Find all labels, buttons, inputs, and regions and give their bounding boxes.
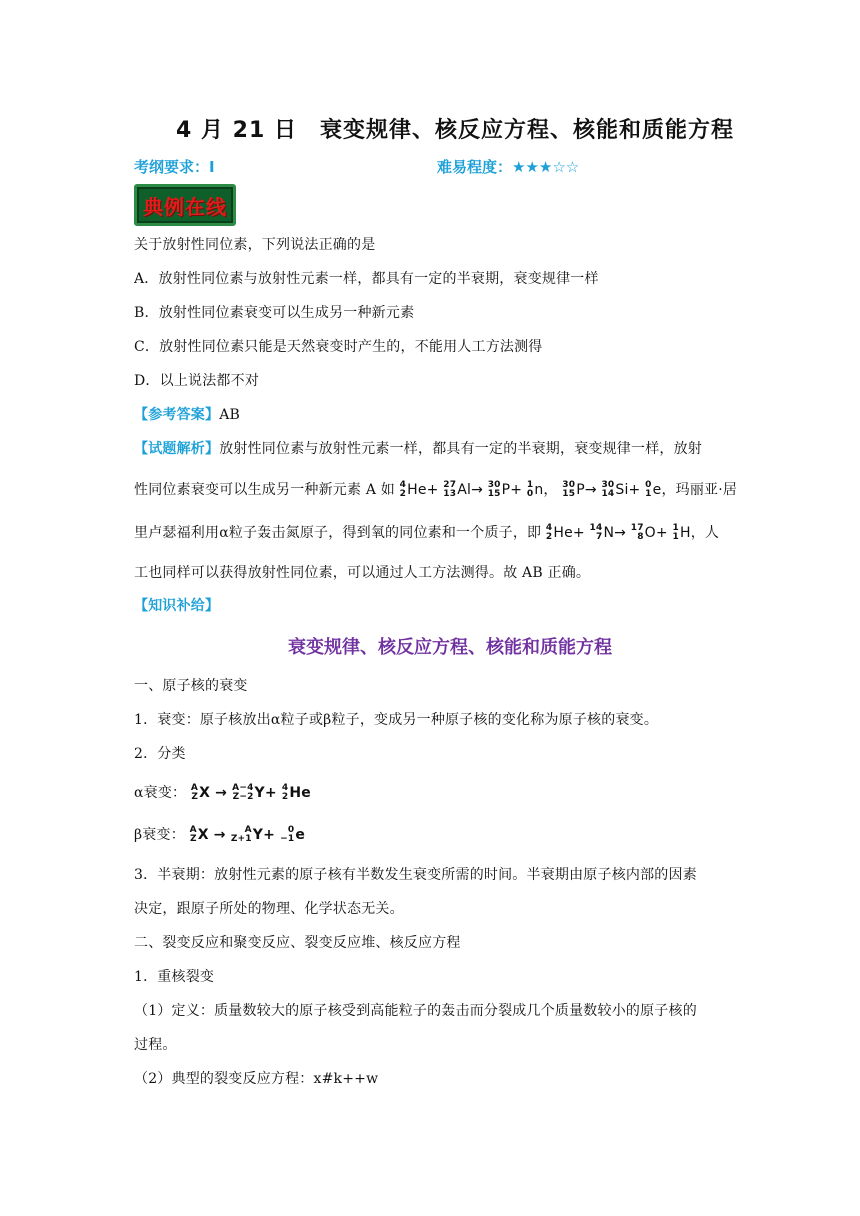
nuclide-symbol: Si+: [615, 482, 641, 498]
section-2-item-1-1a: （1）定义：质量数较大的原子核受到高能粒子的轰击而分裂成几个质量数较小的原子核的: [134, 1003, 697, 1019]
nuclide-symbol: He+: [407, 482, 439, 498]
analysis-line-3: [134, 524, 719, 542]
analysis-text-2b: ，玛丽亚·居: [661, 482, 738, 498]
example-online-badge: [134, 184, 236, 226]
atomic-number: 14: [601, 489, 615, 499]
option-a: A．放射性同位素与放射性元素一样，都具有一定的半衰期，衰变规律一样: [134, 271, 599, 287]
equation-rutherford: [546, 524, 691, 542]
mass-number: 14: [589, 523, 603, 533]
mass-number: A: [190, 783, 199, 793]
analysis-text-3a: 里卢瑟福利用α粒子轰击氮原子，得到氧的同位素和一个质子，即: [134, 525, 542, 541]
atomic-number: Z+1: [230, 834, 252, 844]
mass-number: 30: [487, 480, 501, 490]
mass-number: 27: [443, 480, 457, 490]
atomic-number: 8: [637, 532, 644, 542]
requirement-label: 考纲要求：Ⅰ: [134, 158, 215, 176]
mass-number: A−4: [232, 783, 254, 793]
atomic-number: 13: [443, 489, 457, 499]
analysis-line-1: [134, 440, 702, 458]
analysis-text-1: 放射性同位素与放射性元素一样，都具有一定的半衰期，衰变规律一样，放射: [219, 441, 703, 457]
section-2-heading: 二、裂变反应和聚变反应、裂变反应堆、核反应方程: [134, 935, 461, 951]
answer-line: [134, 406, 240, 424]
atomic-number: 1: [672, 532, 679, 542]
option-b: B．放射性同位素衰变可以生成另一种新元素: [134, 305, 415, 321]
atomic-number: Z: [191, 792, 199, 802]
nuclide-symbol: n，: [534, 482, 558, 498]
nuclide-symbol: O+: [644, 525, 668, 541]
mass-number: 4: [281, 783, 289, 793]
section-2-item-1-1b: 过程。: [134, 1037, 177, 1053]
nuclide-symbol: P+: [501, 482, 523, 498]
analysis-label: 【试题解析】: [134, 441, 220, 457]
mass-number: 0: [287, 825, 295, 835]
nuclide-symbol: X →: [197, 827, 226, 843]
analysis-text-2a: 性同位素衰变可以生成另一种新元素 A 如: [134, 482, 396, 498]
answer-label: 【参考答案】: [134, 407, 220, 423]
mass-number: 4: [545, 523, 553, 533]
nuclide-symbol: H: [679, 525, 691, 541]
analysis-line-2: [134, 481, 737, 499]
option-d: D．以上说法都不对: [134, 373, 260, 389]
equation-p-decay: [562, 481, 661, 499]
atomic-number: Z−2: [232, 792, 254, 802]
question-stem: 关于放射性同位素，下列说法正确的是: [134, 237, 376, 253]
atomic-number: 1: [645, 489, 652, 499]
mass-number: 4: [399, 480, 407, 490]
alpha-decay-label: α衰变：: [134, 785, 187, 801]
option-c: C．放射性同位素只能是天然衰变时产生的，不能用人工方法测得: [134, 339, 543, 355]
beta-decay-label: β衰变：: [134, 827, 185, 843]
nuclide-symbol: P→: [576, 482, 597, 498]
nuclide-symbol: X →: [199, 785, 228, 801]
beta-decay-line: [134, 826, 305, 844]
nuclide-symbol: Al→: [457, 482, 484, 498]
section-1-item-2: 2．分类: [134, 746, 186, 762]
nuclide-symbol: He+: [553, 525, 585, 541]
section-1-item-3a: 3．半衰期：放射性元素的原子核有半数发生衰变所需的时间。半衰期由原子核内部的因素: [134, 867, 697, 883]
atomic-number: 2: [399, 489, 407, 499]
atomic-number: 2: [545, 532, 553, 542]
section-2-item-1: 1．重核裂变: [134, 969, 215, 985]
difficulty-label: 难易程度：★★★☆☆: [437, 158, 580, 176]
alpha-decay-equation: [191, 784, 311, 802]
section-1-item-3b: 决定，跟原子所处的物理、化学状态无关。: [134, 901, 404, 917]
equation-alpha-al: [400, 481, 558, 499]
answer-value: AB: [219, 407, 241, 423]
atomic-number: 0: [526, 489, 534, 499]
mass-number: 30: [562, 480, 576, 490]
mass-number: 30: [601, 480, 615, 490]
mass-number: 1: [526, 480, 534, 490]
beta-decay-equation: [190, 826, 305, 844]
mass-number: 17: [630, 523, 644, 533]
atomic-number: −1: [280, 834, 295, 844]
nuclide-symbol: N→: [603, 525, 627, 541]
nuclide-symbol: Y+: [254, 785, 277, 801]
supplement-label: 【知识补给】: [134, 598, 220, 614]
nuclide-symbol: e: [295, 827, 306, 843]
nuclide-symbol: He: [289, 785, 311, 801]
knowledge-title: 衰变规律、核反应方程、核能和质能方程: [288, 637, 612, 658]
mass-number: 1: [672, 523, 679, 533]
atomic-number: 15: [487, 489, 501, 499]
badge-text: 典例在线: [143, 194, 227, 219]
mass-number: A: [189, 825, 197, 835]
mass-number: 0: [645, 480, 652, 490]
atomic-number: Z: [190, 834, 197, 844]
analysis-text-3b: ，人: [690, 525, 720, 541]
section-2-item-1-2: （2）典型的裂变反应方程：x#k++w: [134, 1071, 379, 1087]
section-1-heading: 一、原子核的衰变: [134, 678, 248, 694]
analysis-line-4: 工也同样可以获得放射性同位素，可以通过人工方法测得。故 AB 正确。: [134, 565, 591, 581]
page-title: 4 月 21 日 衰变规律、核反应方程、核能和质能方程: [176, 118, 734, 143]
atomic-number: 2: [281, 792, 289, 802]
section-1-item-1: 1．衰变：原子核放出α粒子或β粒子，变成另一种原子核的变化称为原子核的衰变。: [134, 712, 659, 728]
atomic-number: 15: [562, 489, 576, 499]
atomic-number: 7: [596, 532, 603, 542]
nuclide-symbol: Y+: [252, 827, 276, 843]
alpha-decay-line: [134, 784, 311, 802]
mass-number: A: [244, 825, 252, 835]
nuclide-symbol: e: [652, 482, 662, 498]
